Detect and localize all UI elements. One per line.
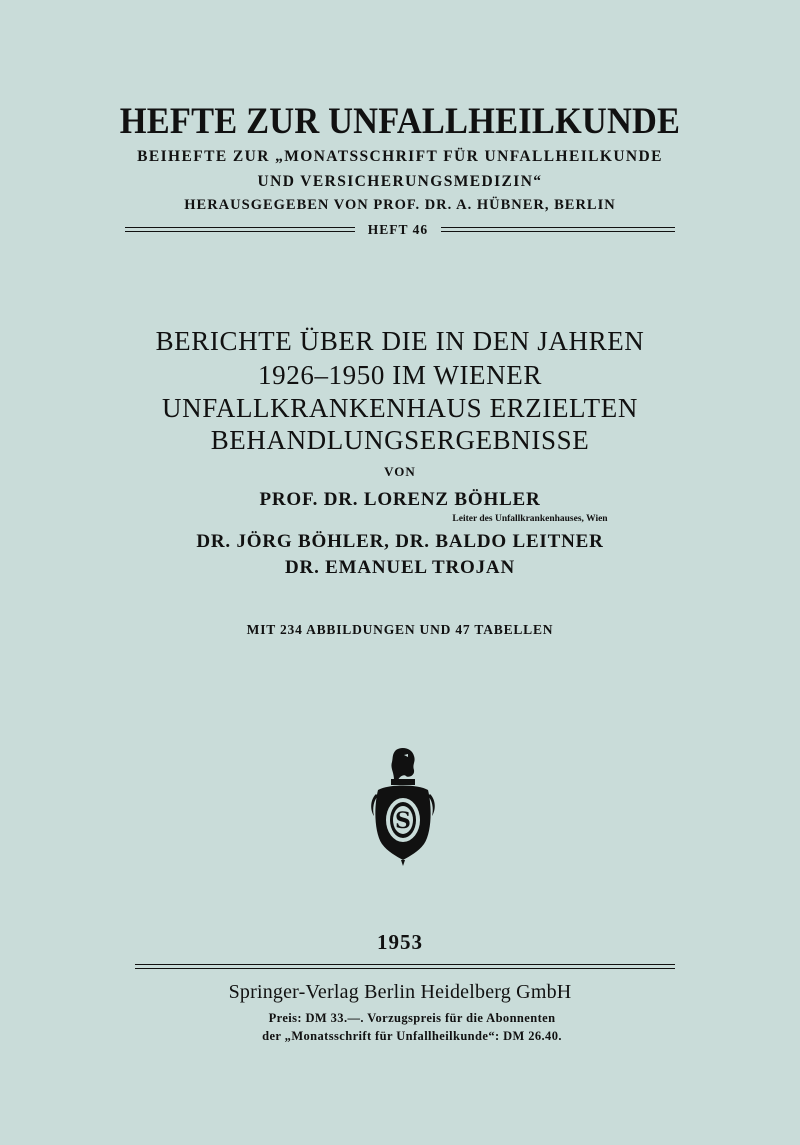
by-label: VON [384,464,416,479]
double-rule-right [441,227,675,232]
series-title: HEFTE ZUR UNFALLHEILKUNDE [119,101,681,142]
book-title-line-1: BERICHTE ÜBER DIE IN DEN JAHREN [155,326,645,356]
price-line-1: Preis: DM 33.—. Vorzugspreis für die Abonnenten [268,1011,556,1025]
book-title-line-4: BEHANDLUNGSERGEBNISSE [210,425,590,455]
series-subtitle-line-1: BEIHEFTE ZUR „MONATSSCHRIFT FÜR UNFALLHEILKUNDE [137,148,663,165]
authors-2-3: DR. JÖRG BÖHLER, DR. BALDO LEITNER [196,531,604,552]
springer-knight-logo-icon [368,746,438,866]
series-editor: HERAUSGEGEBEN VON PROF. DR. A. HÜBNER, BERLIN [184,197,616,213]
issue-row [125,222,675,240]
illustrations-note: MIT 234 ABBILDUNGEN UND 47 TABELLEN [246,622,554,637]
price-line-2: der „Monatsschrift für Unfallheilkunde“: DM 26.40. [262,1029,562,1043]
book-title-line-3: UNFALLKRANKENHAUS ERZIELTEN [162,393,638,423]
author-1: PROF. DR. LORENZ BÖHLER [259,489,541,510]
svg-text:S: S [395,808,411,834]
double-rule-left [125,227,355,232]
author-4: DR. EMANUEL TROJAN [285,557,515,578]
double-rule-bottom [135,964,675,969]
book-title-line-2: 1926–1950 IM WIENER [258,360,542,390]
publication-year: 1953 [377,930,423,954]
publisher: Springer-Verlag Berlin Heidelberg GmbH [228,981,572,1003]
issue-number: HEFT 46 [367,222,429,237]
series-subtitle-line-2: UND VERSICHERUNGSMEDIZIN“ [257,173,543,190]
author-1-affiliation: Leiter des Unfallkrankenhauses, Wien [452,514,608,524]
